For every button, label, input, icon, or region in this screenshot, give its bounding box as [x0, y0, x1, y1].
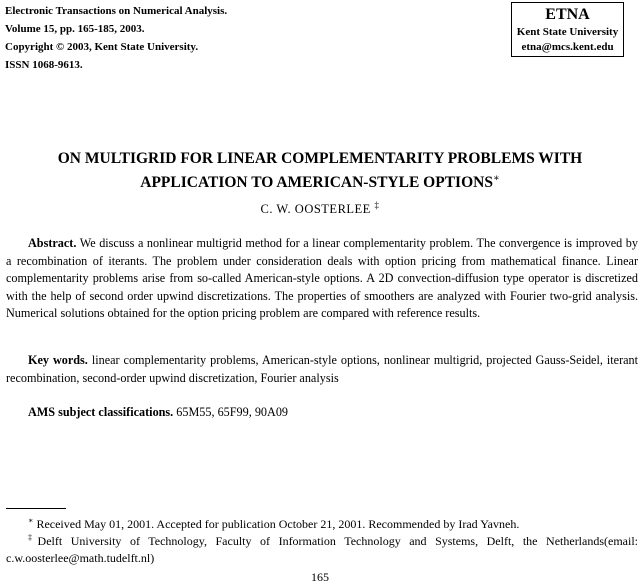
abstract-text: We discuss a nonlinear multigrid method for a linear complementarity problem. The convergence is improved by a recombination of iterants. The problem under consideration deals with option pricing from mathematical finance. Linear complementarity problems arise from so-called American-style options. A 2D convection-diffusion type operator is discretized with the help of second order upwind discretizations. The properties of smoothers are analyzed with Fourier two-grid analysis. Numerical solutions obtained for the option pricing problem are compared with reference results. [6, 236, 638, 320]
footnote-mark-2: ‡ [28, 533, 38, 542]
author-name: C. W. OOSTERLEE [260, 202, 371, 217]
footnote-affiliation-text: Delft University of Technology, Faculty of Information Technology and Systems, Delft, the Netherlands(email: c.w.oosterlee@math.tudelft.nl) [6, 534, 638, 565]
etna-university: Kent State University [516, 26, 619, 38]
abstract-label: Abstract. [28, 236, 77, 250]
etna-title: ETNA [545, 6, 590, 23]
keywords [6, 352, 638, 387]
title-footnote-mark: ∗ [492, 173, 500, 184]
footnote-affiliation [6, 530, 638, 566]
footnote-received-text: Received May 01, 2001. Accepted for publication October 21, 2001. Recommended by Irad Yavneh. [36, 517, 520, 531]
paper-title-text: ON MULTIGRID FOR LINEAR COMPLEMENTARITY PROBLEMS WITH APPLICATION TO AMERICAN-STYLE OPTIONS [57, 150, 583, 192]
etna-email: etna@mcs.kent.edu [521, 41, 614, 53]
footnote-mark-1: ∗ [28, 516, 34, 525]
keywords-text: linear complementarity problems, American-style options, nonlinear multigrid, projected Gauss-Seidel, iterant recombination, second-order upwind discretization, Fourier analysis [6, 353, 639, 385]
author-footnote-mark: ‡ [374, 200, 380, 210]
journal-header [5, 2, 227, 74]
keywords-label: Key words. [28, 353, 88, 367]
copyright-line: Copyright © 2003, Kent State University. [5, 41, 199, 53]
author-line [0, 200, 640, 217]
volume-info: Volume 15, pp. 165-185, 2003. [5, 23, 145, 35]
ams-label: AMS subject classifications. [28, 405, 174, 419]
journal-name: Electronic Transactions on Numerical Analysis. [5, 5, 228, 17]
ams-text: 65M55, 65F99, 90A09 [176, 405, 289, 419]
issn-line: ISSN 1068-9613. [5, 59, 83, 71]
paper-title [10, 149, 630, 193]
page-number: 165 [311, 570, 329, 584]
footnote-divider [6, 508, 66, 509]
ams-classifications [6, 404, 638, 422]
abstract [6, 235, 638, 323]
etna-box [511, 2, 624, 57]
